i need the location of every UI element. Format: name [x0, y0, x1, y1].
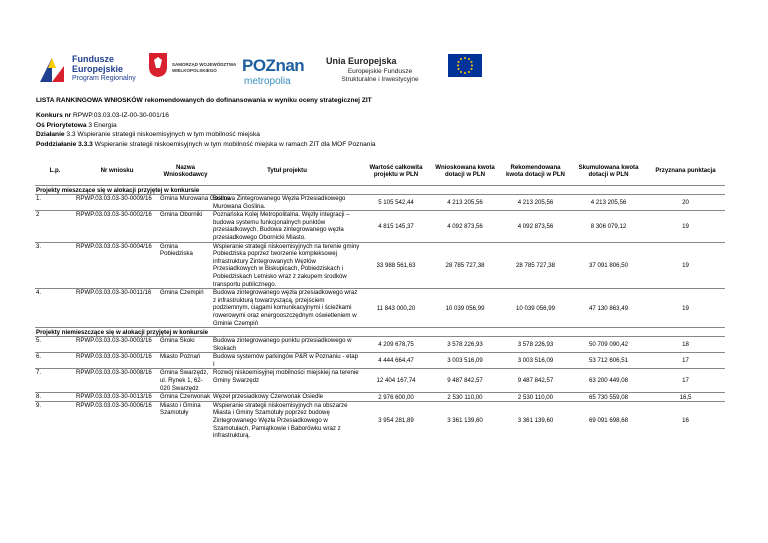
- cell-wartosc: 4 209 678,75: [362, 337, 430, 353]
- cell-wnioskowana: 3 578 226,93: [430, 337, 500, 353]
- fe-logo-text: [72, 54, 136, 84]
- cell-tytul: Budowa Zintegrowanego Węzła Przesiadkowego Murowana Goślina.: [212, 195, 362, 211]
- cell-lp: 9.: [35, 401, 75, 439]
- page-title: LISTA RANKINGOWA WNIOSKÓW rekomendowanych do dofinansowania w wyniku oceny strategicznej ZIT: [36, 97, 372, 104]
- cell-wnioskowana: 10 039 056,99: [430, 289, 500, 328]
- cell-nazwa: Gmina Oborniki: [159, 211, 212, 242]
- cell-nr: RPWP.03.03.03-30-0003/16: [75, 337, 159, 353]
- poddzialanie-label: Poddziałanie 3.3.3: [36, 140, 93, 148]
- cell-wartosc: 5 105 542,44: [362, 195, 430, 211]
- fundusze-europejskie-logo: [38, 48, 158, 94]
- cell-wnioskowana: 28 785 727,38: [430, 242, 500, 289]
- cell-skumulowana: 50 709 090,42: [571, 337, 646, 353]
- cell-skumulowana: 4 213 205,56: [571, 195, 646, 211]
- cell-tytul: Węzeł przesiadkowy Czerwonak Osiedle: [212, 393, 362, 402]
- cell-rekomendowana: 28 785 727,38: [500, 242, 571, 289]
- logo-bar: [0, 48, 768, 94]
- eagle-crest-icon: [148, 52, 168, 78]
- cell-nazwa: Gmina Swarzędz, ul. Rynek 1, 62-020 Swarzędz: [159, 369, 212, 393]
- cell-wnioskowana: 3 361 139,60: [430, 401, 500, 439]
- konkurs-line: [36, 111, 376, 121]
- cell-lp: 3.: [35, 242, 75, 289]
- ue-title: Unia Europejska: [326, 56, 397, 66]
- cell-lp: 4.: [35, 289, 75, 328]
- cell-lp: 6.: [35, 353, 75, 369]
- cell-punktacja: 17: [646, 369, 725, 393]
- table-row: [35, 211, 725, 242]
- table-row: [35, 353, 725, 369]
- cell-skumulowana: 53 712 606,51: [571, 353, 646, 369]
- cell-nr: RPWP.03.03.03-30-0006/16: [75, 401, 159, 439]
- cell-wartosc: 4 815 145,37: [362, 211, 430, 242]
- ue-sub1: Europejskie Fundusze: [347, 68, 413, 75]
- os-label: Oś Priorytetowa: [36, 121, 87, 129]
- wielkopolska-logo: [148, 48, 248, 94]
- cell-punktacja: 16: [646, 401, 725, 439]
- cell-rekomendowana: 10 039 056,99: [500, 289, 571, 328]
- table-header-row: [35, 156, 725, 186]
- cell-wartosc: 4 444 664,47: [362, 353, 430, 369]
- table-row: [35, 401, 725, 439]
- cell-skumulowana: 65 730 559,08: [571, 393, 646, 402]
- ranking-table: [35, 156, 725, 440]
- cell-tytul: Wspieranie strategii niskoemisyjnych na terenie gminy Pobiedziska poprzez tworzenie kompleksowej infrastruktury Zintegrowanych Węzłów Przesiadkowych w Biskupicach, Pobiedziskach i Pobiedziskach Letnisko wraz z zakupem środków transportu publicznego.: [212, 242, 362, 289]
- cell-nazwa: Miasto i Gmina Szamotuły: [159, 401, 212, 439]
- table-row: [35, 242, 725, 289]
- col-header-nazwa: Nazwa Wnioskodawcy: [159, 156, 212, 186]
- cell-tytul: Budowa zintegrowanego punktu przesiadkowego w Skokach: [212, 337, 362, 353]
- poddzialanie-value: Wspieranie strategii niskoemisyjnych w tym mobilność miejska w ramach ZIT dla MOF Poznania: [92, 140, 376, 148]
- col-header-punktacja: Przyznana punktacja: [646, 156, 725, 186]
- section-header-row: [35, 186, 725, 195]
- cell-rekomendowana: 9 487 842,57: [500, 369, 571, 393]
- section-heading: Projekty niemieszczące się w alokacji przyjętej w konkursie: [35, 328, 725, 337]
- cell-lp: 8.: [35, 393, 75, 402]
- section-header-row: [35, 328, 725, 337]
- cell-skumulowana: 69 091 698,68: [571, 401, 646, 439]
- cell-nr: RPWP.03.03.03-30-0008/16: [75, 369, 159, 393]
- cell-nazwa: Gmina Skoki: [159, 337, 212, 353]
- cell-punktacja: 18: [646, 337, 725, 353]
- cell-rekomendowana: 3 578 226,93: [500, 337, 571, 353]
- cell-nr: RPWP.03.03.03-30-0011/16: [75, 289, 159, 328]
- cell-punktacja: 19: [646, 242, 725, 289]
- table-row: [35, 369, 725, 393]
- table-row: [35, 337, 725, 353]
- cell-nr: RPWP.03.03.03-30-0002/16: [75, 211, 159, 242]
- cell-nazwa: Gmina Murowana Goślina: [159, 195, 212, 211]
- cell-rekomendowana: 3 003 516,09: [500, 353, 571, 369]
- col-header-rekomendowana: Rekomendowana kwota dotacji w PLN: [500, 156, 571, 186]
- cell-punktacja: 16,5: [646, 393, 725, 402]
- cell-tytul: Rozwój niskoemisyjnej mobilności miejskiej na terenie Gminy Swarzędz: [212, 369, 362, 393]
- cell-lp: 7.: [35, 369, 75, 393]
- cell-rekomendowana: 4 092 873,56: [500, 211, 571, 242]
- cell-wartosc: 11 843 000,20: [362, 289, 430, 328]
- fe-title2: Europejskie: [72, 64, 124, 74]
- dzialanie-label: Działanie: [36, 131, 65, 138]
- cell-lp: 2: [35, 211, 75, 242]
- cell-punktacja: 17: [646, 353, 725, 369]
- cell-wartosc: 33 988 561,63: [362, 242, 430, 289]
- table-row: [35, 289, 725, 328]
- cell-skumulowana: 8 306 079,12: [571, 211, 646, 242]
- konkurs-value: RPWP.03.03.03-IZ-00-30-001/16: [71, 112, 169, 119]
- dzialanie-value: 3.3 Wspieranie strategii niskoemisyjnych w tym mobilność miejska: [64, 131, 260, 138]
- poznan-metropolia-logo: [242, 48, 312, 94]
- cell-wartosc: 12 404 167,74: [362, 369, 430, 393]
- poddzialanie-line: [36, 140, 376, 150]
- cell-wartosc: 3 954 281,89: [362, 401, 430, 439]
- cell-tytul: Poznańska Kolej Metropolitalna. Węzły integracji – budowa systemu funkcjonalnych punktów przesiadkowych. Budowa zintegrowanego węzła przesiadkowego Obornicki Miasto.: [212, 211, 362, 242]
- section-heading: Projekty mieszczące się w alokacji przyjętej w konkursie: [36, 187, 200, 194]
- cell-rekomendowana: 4 213 205,56: [500, 195, 571, 211]
- col-header-wartosc: Wartość całkowita projektu w PLN: [362, 156, 430, 186]
- cell-wnioskowana: 3 003 516,09: [430, 353, 500, 369]
- table-row: [35, 195, 725, 211]
- cell-nr: RPWP.03.03.03-30-0013/16: [75, 393, 159, 402]
- dzialanie-line: [36, 130, 376, 140]
- cell-punktacja: 19: [646, 289, 725, 328]
- cell-skumulowana: 63 200 449,08: [571, 369, 646, 393]
- cell-wnioskowana: 4 213 205,56: [430, 195, 500, 211]
- poznan-sub: metropolia: [244, 76, 291, 87]
- cell-punktacja: 19: [646, 211, 725, 242]
- col-header-skumulowana: Skumulowana kwota dotacji w PLN: [571, 156, 646, 186]
- os-line: [36, 121, 376, 131]
- cell-punktacja: 20: [646, 195, 725, 211]
- ue-sub: [330, 68, 430, 84]
- cell-wnioskowana: 9 487 842,57: [430, 369, 500, 393]
- cell-nazwa: Miasto Poznań: [159, 353, 212, 369]
- col-header-nr: Nr wniosku: [75, 156, 159, 186]
- fe-star-icon: [38, 54, 68, 84]
- cell-skumulowana: 47 130 863,49: [571, 289, 646, 328]
- col-header-wnioskowana: Wnioskowana kwota dotacji w PLN: [430, 156, 500, 186]
- wlkp-text: SAMORZĄD WOJEWÓDZTWA WIELKOPOLSKIEGO: [172, 62, 237, 73]
- eu-flag-icon: [448, 54, 482, 77]
- cell-rekomendowana: 3 361 139,60: [500, 401, 571, 439]
- cell-wnioskowana: 2 530 110,00: [430, 393, 500, 402]
- table-row: [35, 393, 725, 402]
- os-value: 3 Energia: [86, 121, 117, 129]
- cell-tytul: Budowa systemów parkingów P&R w Poznaniu - etap I: [212, 353, 362, 369]
- cell-wnioskowana: 4 092 873,56: [430, 211, 500, 242]
- competition-info: [36, 111, 376, 149]
- cell-lp: 1.: [35, 195, 75, 211]
- fe-title: Fundusze: [72, 54, 114, 64]
- cell-rekomendowana: 2 530 110,00: [500, 393, 571, 402]
- cell-wartosc: 2 976 600,00: [362, 393, 430, 402]
- cell-skumulowana: 37 091 806,50: [571, 242, 646, 289]
- fe-sub: Program Regionalny: [72, 75, 136, 82]
- ue-sub2: Strukturalne i Inwestycyjne: [341, 76, 419, 83]
- konkurs-label: Konkurs nr: [36, 112, 72, 119]
- cell-nazwa: Gmina Czerwonak: [160, 393, 211, 401]
- cell-nr: RPWP.03.03.03-30-0009/16: [75, 195, 159, 211]
- cell-nr: RPWP.03.03.03-30-0001/16: [75, 353, 159, 369]
- cell-nazwa: Gmina Pobiedziska: [159, 242, 212, 289]
- col-header-tytul: Tytuł projektu: [212, 156, 362, 186]
- unia-europejska-logo: [326, 48, 441, 94]
- col-header-lp: L.p.: [35, 156, 75, 186]
- poznan-title: POZnan: [242, 56, 305, 75]
- cell-tytul: Wspieranie strategii niskoemisyjnych na obszarze Miasta i Gminy Szamotuły poprzez budowę Zintegrowanego Węzła Przesiadkowego w Szamotułach, Pamiątkowie i Baborówku wraz z infrastrukturą.: [212, 401, 362, 439]
- cell-tytul: Budowa zintegrowanego węzła przesiadkowego wraz z infrastrukturą towarzyszącą, przejściem podziemnym, ciągami komunikacyjnymi i ścieżkami rowerowymi oraz energooszczędnym oświetleniem w Gminie Czempiń: [212, 289, 362, 328]
- cell-lp: 5.: [35, 337, 75, 353]
- cell-nr: RPWP.03.03.03-30-0004/16: [75, 242, 159, 289]
- cell-nazwa: Gmina Czempiń: [159, 289, 212, 328]
